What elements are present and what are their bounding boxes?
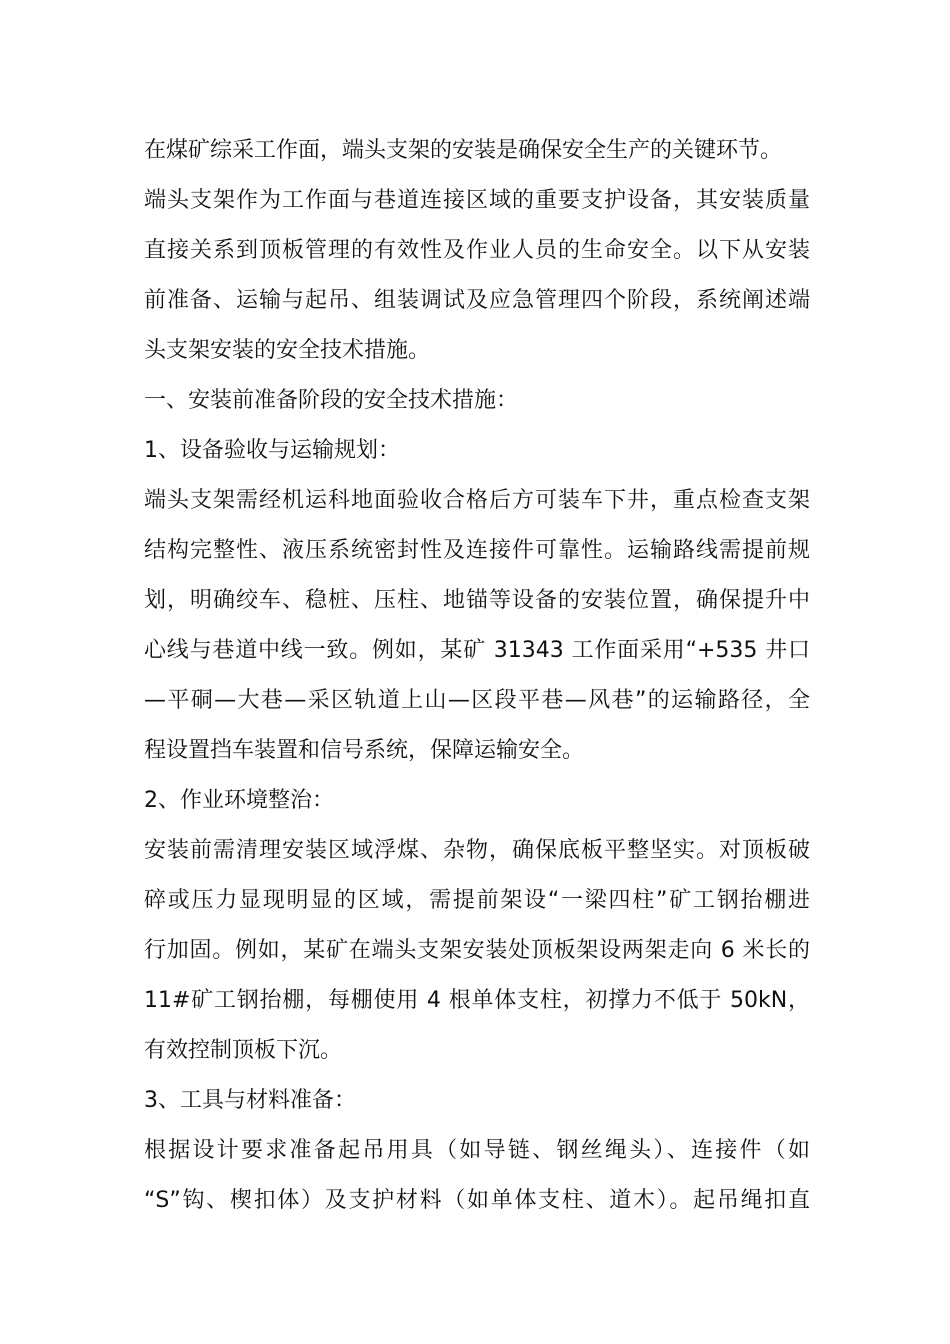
text-line: 1、设备验收与运输规划： xyxy=(144,438,400,463)
text-line: 心线与巷道中线一致。例如，某矿 31343 工作面采用“+535 井口 xyxy=(144,638,810,663)
body-text xyxy=(144,126,810,1226)
text-line: 端头支架需经机运科地面验收合格后方可装车下井，重点检查支架 xyxy=(144,488,810,513)
text-line: 结构完整性、液压系统密封性及连接件可靠性。运输路线需提前规 xyxy=(144,538,810,563)
text-line: 头支架安装的安全技术措施。 xyxy=(144,338,431,363)
text-line: 安装前需清理安装区域浮煤、杂物，确保底板平整坚实。对顶板破 xyxy=(144,838,810,863)
text-line: 有效控制顶板下沉。 xyxy=(144,1038,343,1063)
text-line: 在煤矿综采工作面，端头支架的安装是确保安全生产的关键环节。 xyxy=(144,138,783,163)
text-line: 划，明确绞车、稳桩、压柱、地锚等设备的安装位置，确保提升中 xyxy=(144,588,810,613)
text-line: —平硐—大巷—采区轨道上山—区段平巷—风巷”的运输路径，全 xyxy=(144,688,810,713)
text-line: 行加固。例如，某矿在端头支架安装处顶板架设两架走向 6 米长的 xyxy=(144,938,810,963)
text-line: 一、安装前准备阶段的安全技术措施： xyxy=(144,388,519,413)
text-line: “S”钩、楔扣体）及支护材料（如单体支柱、道木）。起吊绳扣直 xyxy=(144,1188,810,1213)
text-line: 前准备、运输与起吊、组装调试及应急管理四个阶段，系统阐述端 xyxy=(144,288,810,313)
text-line: 程设置挡车装置和信号系统，保障运输安全。 xyxy=(144,738,585,763)
text-line: 2、作业环境整治： xyxy=(144,788,334,813)
text-line: 根据设计要求准备起吊用具（如导链、钢丝绳头）、连接件（如 xyxy=(144,1138,810,1163)
text-line: 直接关系到顶板管理的有效性及作业人员的生命安全。以下从安装 xyxy=(144,238,810,263)
text-line: 3、工具与材料准备： xyxy=(144,1088,356,1113)
text-line: 11#矿工钢抬棚，每棚使用 4 根单体支柱，初撑力不低于 50kN， xyxy=(144,988,810,1013)
text-line: 碎或压力显现明显的区域，需提前架设“一梁四柱”矿工钢抬棚进 xyxy=(144,888,810,913)
text-line: 端头支架作为工作面与巷道连接区域的重要支护设备，其安装质量 xyxy=(144,188,810,213)
